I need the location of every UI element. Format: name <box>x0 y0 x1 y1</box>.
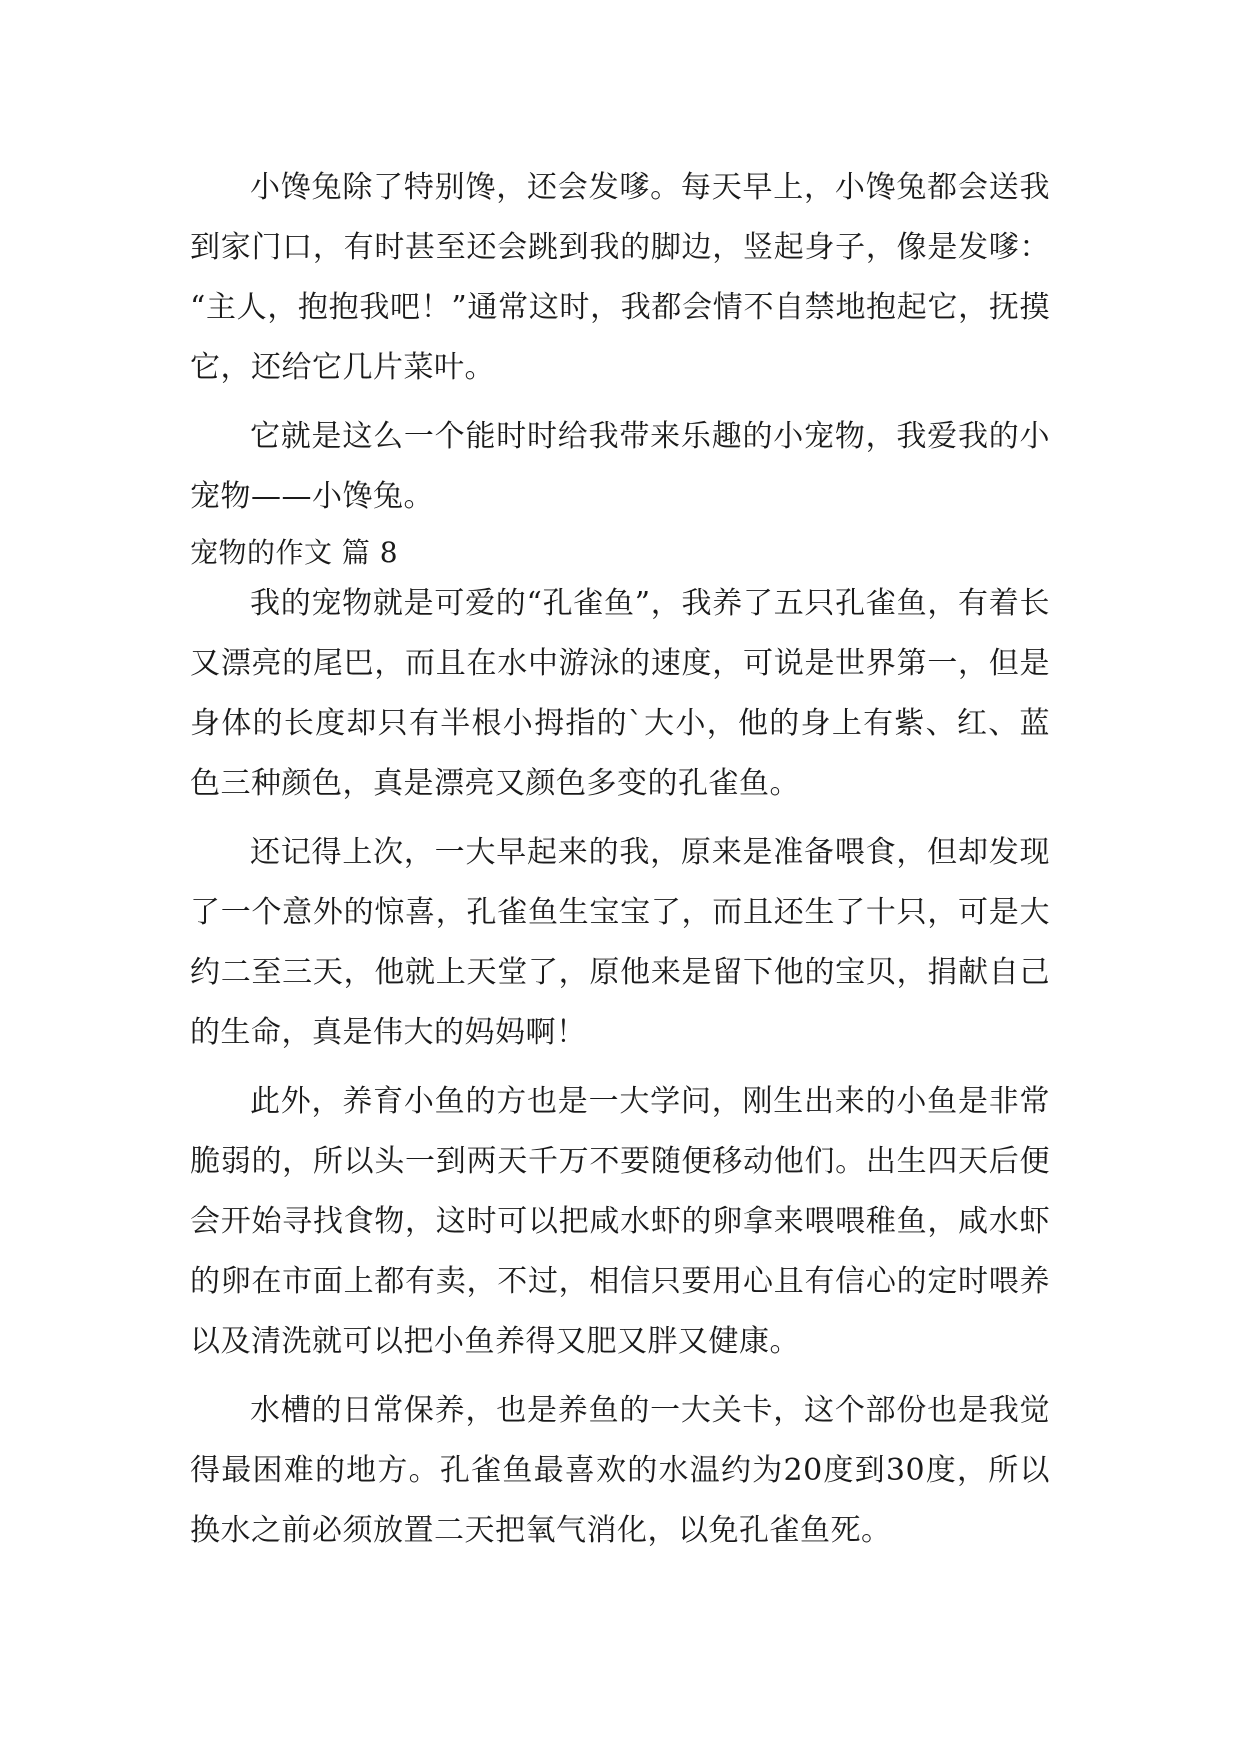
paragraph-guppy-care: 此外，养育小鱼的方也是一大学问，刚生出来的小鱼是非常脆弱的，所以头一到两天千万不要随便移动他们。出生四天后便会开始寻找食物，这时可以把咸水虾的卵拿来喂喂稚鱼，咸水虾的卵在市面上都有卖，不过，相信只要用心且有信心的定时喂养以及清洗就可以把小鱼养得又肥又胖又健康。 <box>190 1084 1050 1359</box>
paragraph-guppy-babies: 还记得上次，一大早起来的我，原来是准备喂食，但却发现了一个意外的惊喜，孔雀鱼生宝宝了，而且还生了十只，可是大约二至三天，他就上天堂了，原他来是留下他的宝贝，捐献自己的生命，真是伟大的妈妈啊！ <box>190 835 1050 1050</box>
document-body <box>190 158 1050 1561</box>
paragraph-guppy-intro: 我的宠物就是可爱的“孔雀鱼”，我养了五只孔雀鱼，有着长又漂亮的尾巴，而且在水中游泳的速度，可说是世界第一，但是身体的长度却只有半根小拇指的`大小，他的身上有紫、红、蓝色三种颜色，真是漂亮又颜色多变的孔雀鱼。 <box>190 586 1050 801</box>
section-title: 宠物的作文 篇 8 <box>190 536 399 569</box>
paragraph-rabbit-conclusion: 它就是这么一个能时时给我带来乐趣的小宠物，我爱我的小宠物——小馋兔。 <box>190 419 1050 514</box>
paragraph-tank-maintenance: 水槽的日常保养，也是养鱼的一大关卡，这个部份也是我觉得最困难的地方。孔雀鱼最喜欢的水温约为20度到30度，所以换水之前必须放置二天把氧气消化，以免孔雀鱼死。 <box>190 1393 1050 1548</box>
paragraph-rabbit-coquetry: 小馋兔除了特别馋，还会发嗲。每天早上，小馋兔都会送我到家门口，有时甚至还会跳到我的脚边，竖起身子，像是发嗲：“主人，抱抱我吧！”通常这时，我都会情不自禁地抱起它，抚摸它，还给它几片菜叶。 <box>190 170 1050 385</box>
